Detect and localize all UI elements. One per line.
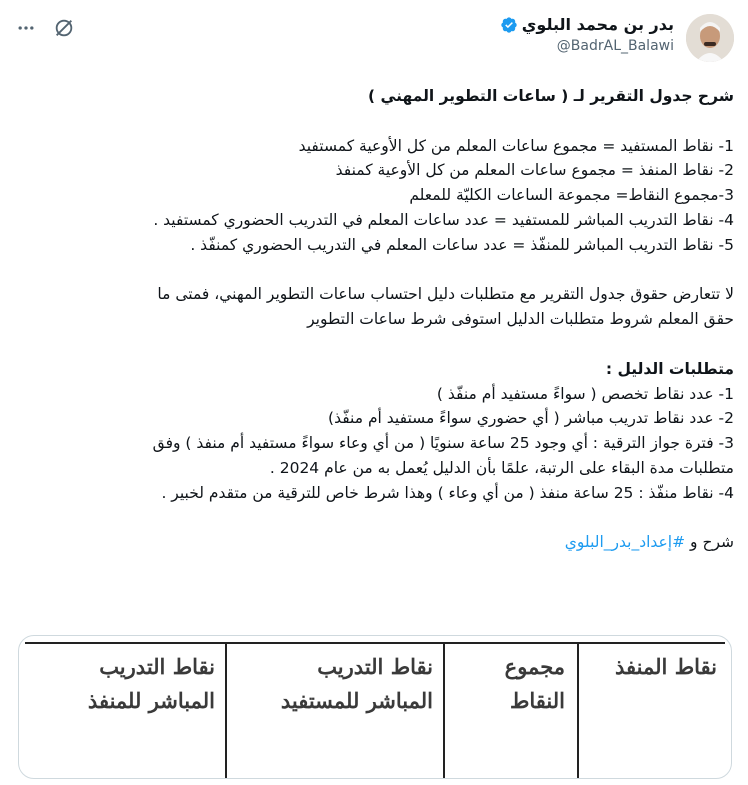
hashtag-link[interactable]: #إعداد_بدر_البلوي — [564, 533, 686, 552]
requirements-title: متطلبات الدليل : — [605, 359, 734, 378]
avatar-portrait-icon — [686, 14, 734, 62]
blank-line — [14, 258, 734, 283]
author-handle[interactable]: @BadrAL_Balawi — [556, 38, 674, 54]
table-header-executor-points: نقاط المنفذ — [615, 654, 717, 679]
table-divider — [577, 642, 579, 778]
table-divider — [225, 642, 227, 778]
list-item: 1- عدد نقاط تخصص ( سواءً مستفيد أم منفّذ ) — [436, 384, 734, 403]
table-header-direct-executor: نقاط التدريب المباشر للمنفذ — [87, 654, 215, 713]
tweet-title: شرح جدول التقرير لـ ( ساعات التطوير المهني ) — [368, 87, 734, 105]
tweet-header — [0, 0, 748, 80]
attached-image[interactable] — [18, 635, 732, 779]
list-item: 4- نقاط التدريب المباشر للمستفيد = عدد ساعات المعلم في التدريب الحضوري كمستفيد . — [153, 210, 734, 229]
list-item: 2- عدد نقاط تدريب مباشر ( أي حضوري سواءً مستفيد أم منفّذ) — [328, 409, 734, 428]
author-name-row[interactable] — [500, 14, 674, 36]
paragraph-line: حقق المعلم شروط متطلبات الدليل استوفى شرط ساعات التطوير — [307, 310, 734, 329]
list-item: 5- نقاط التدريب المباشر للمنفّذ = عدد ساعات المعلم في التدريب الحضوري كمنفّذ . — [190, 235, 734, 254]
more-horizontal-icon[interactable] — [14, 16, 38, 40]
tweet-text — [14, 80, 734, 555]
table-header-direct-beneficiary: نقاط التدريب المباشر للمستفيد — [280, 654, 433, 713]
list-item: 2- نقاط المنفذ = مجموع ساعات المعلم من كل الأوعية كمنفذ — [335, 161, 734, 180]
verified-badge-icon[interactable] — [500, 16, 518, 34]
display-name[interactable]: بدر بن محمد البلوي — [521, 15, 674, 34]
list-item: 3- فترة جواز الترقية : أي وجود 25 ساعة سنويًا ( من أي وعاء سواءً مستفيد أم منفذ ) وفق — [152, 434, 734, 453]
avatar[interactable] — [686, 14, 734, 62]
table-header-total-points: مجموع النقاط — [504, 654, 565, 713]
header-actions — [14, 16, 76, 40]
list-item: متطلبات مدة البقاء على الرتبة، علمًا بأن الدليل يُعمل به من عام 2024 . — [269, 458, 734, 477]
credit-line — [14, 530, 734, 555]
list-item: 4- نقاط منفّذ : 25 ساعة منفذ ( من أي وعاء ) وهذا شرط خاص للترقية من متقدم لخبير . — [161, 483, 734, 502]
list-item: 1- نقاط المستفيد = مجموع ساعات المعلم من كل الأوعية كمستفيد — [298, 136, 734, 155]
slash-circle-icon[interactable] — [52, 16, 76, 40]
table-top-border — [25, 642, 725, 644]
credit-prefix: شرح و — [685, 533, 734, 552]
blank-line — [14, 506, 734, 531]
table-divider — [443, 642, 445, 778]
blank-line — [14, 332, 734, 357]
list-item: 3-مجموع النقاط= مجموعة الساعات الكليّة للمعلم — [409, 186, 734, 205]
paragraph-line: لا تتعارض حقوق جدول التقرير مع متطلبات دليل احتساب ساعات التطوير المهني، فمتى ما — [157, 285, 734, 304]
blank-line — [14, 109, 734, 134]
author-block — [500, 14, 674, 56]
